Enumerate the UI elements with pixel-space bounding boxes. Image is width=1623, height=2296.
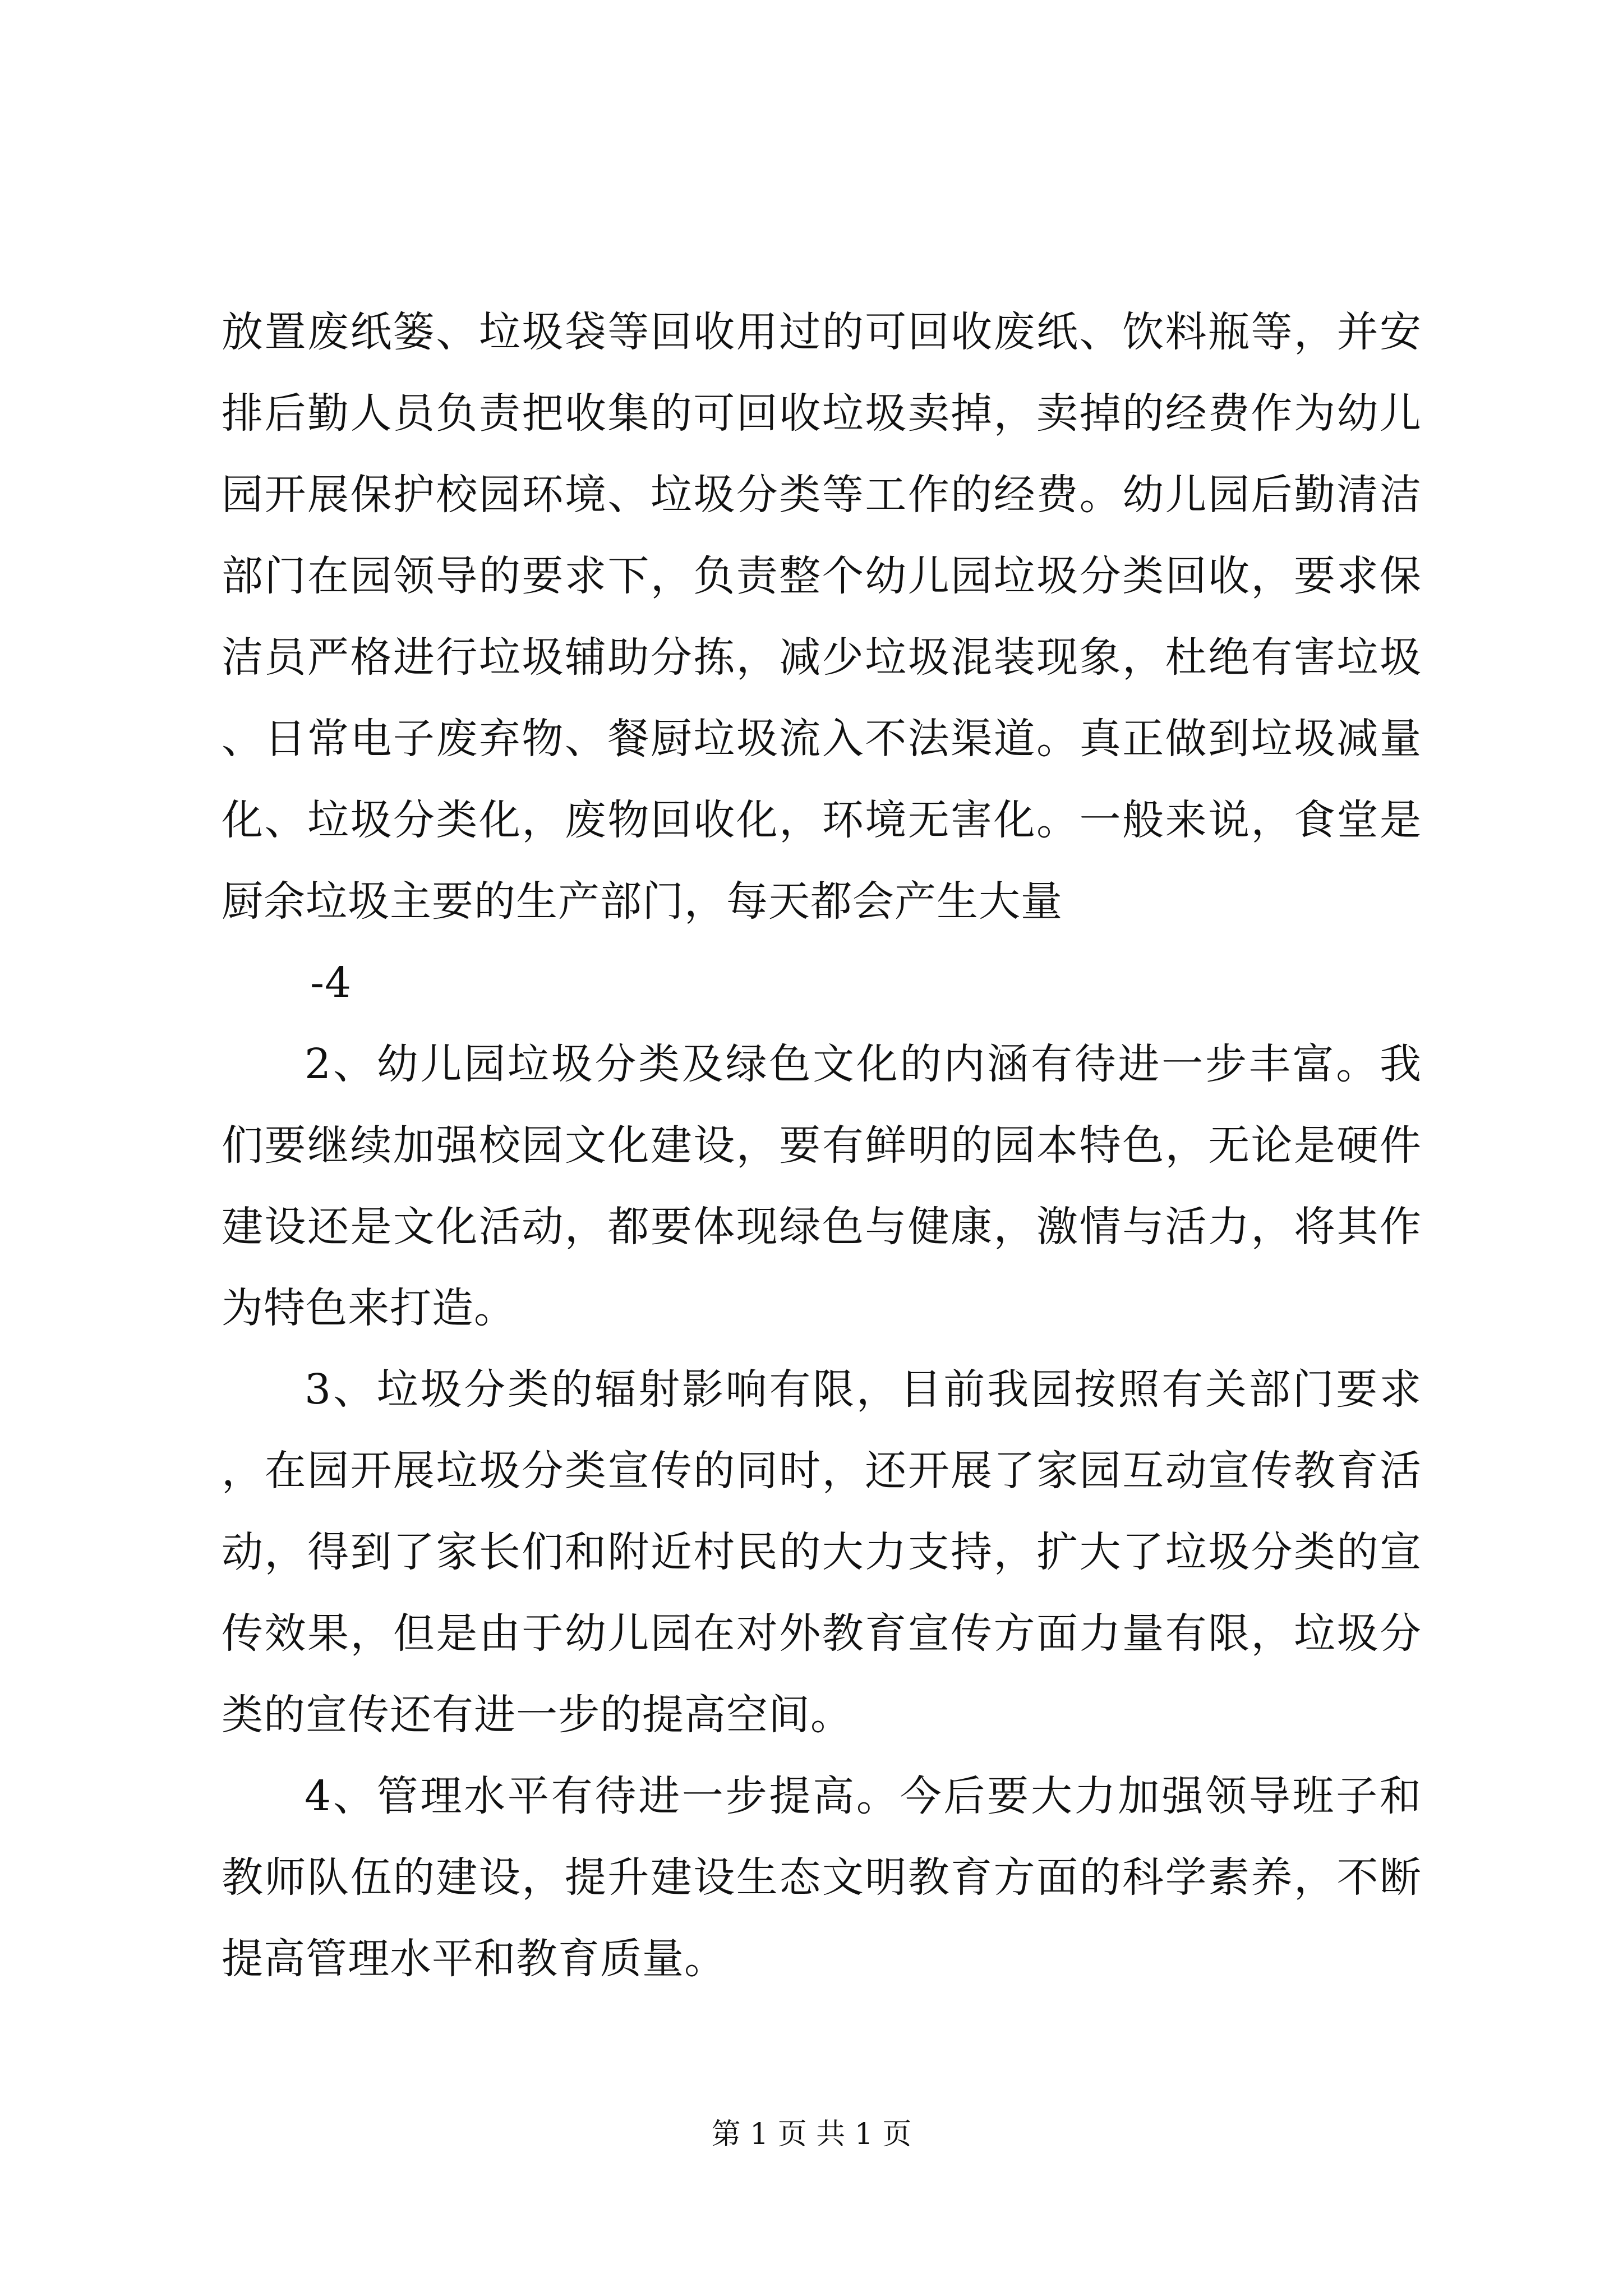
paragraph-item-4: 4、管理水平有待进一步提高。今后要大力加强领导班子和教师队伍的建设，提升建设生态文明教育方面的科学素养，不断提高管理水平和教育质量。 — [222, 1772, 1422, 1983]
paragraph-item-2: 2、幼儿园垃圾分类及绿色文化的内涵有待进一步丰富。我们要继续加强校园文化建设，要有鲜明的园本特色，无论是硬件建设还是文化活动，都要体现绿色与健康，激情与活力，将其作为特色来打造。 — [222, 1040, 1422, 1332]
paragraph-item-3: 3、垃圾分类的辐射影响有限，目前我园按照有关部门要求，在园开展垃圾分类宣传的同时，还开展了家园互动宣传教育活动，得到了家长们和附近村民的大力支持，扩大了垃圾分类的宣传效果，但是由于幼儿园在对外教育宣传方面力量有限，垃圾分类的宣传还有进一步的提高空间。 — [222, 1365, 1422, 1739]
paragraph-continuation: 放置废纸篓、垃圾袋等回收用过的可回收废纸、饮料瓶等，并安排后勤人员负责把收集的可回收垃圾卖掉，卖掉的经费作为幼儿园开展保护校园环境、垃圾分类等工作的经费。幼儿园后勤清洁部门在园领导的要求下，负责整个幼儿园垃圾分类回收，要求保洁员严格进行垃圾辅助分拣，减少垃圾混装现象，杜绝有害垃圾、日常电子废弃物、餐厨垃圾流入不法渠道。真正做到垃圾减量化、垃圾分类化，废物回收化，环境无害化。一般来说，食堂是厨余垃圾主要的生产部门，每天都会产生大量 — [222, 308, 1422, 926]
document-body — [222, 292, 1422, 2000]
page-marker: -4 — [310, 959, 352, 1007]
page-footer: 第 1 页 共 1 页 — [711, 2118, 912, 2151]
